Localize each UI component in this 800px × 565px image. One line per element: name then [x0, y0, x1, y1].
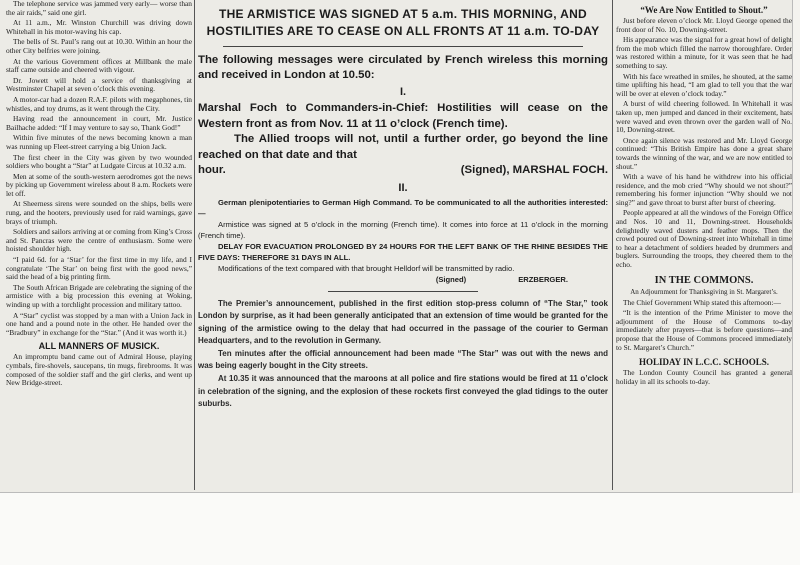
paragraph: At the various Government offices at Millbank the male staff came outside and cheered with vigour. — [6, 56, 192, 75]
paragraph: The South African Brigade are celebrating the signing of the armistice with a big procession this evening at Woking, winding up with a torchlight procession and military tattoo. — [6, 282, 192, 309]
paragraph: “I paid 6d. for a ‘Star’ for the first time in my life, and I congratulate ‘The Star’ on being first with the good news,” said the head of a big printing firm. — [6, 255, 192, 282]
paragraph: A burst of wild cheering followed. In Whitehall it was taken up, men jumped and danced in their excitement, hats were waved and even thrown over the garden wall of No. 10, Downing-street. — [616, 99, 792, 135]
german-intro: German plenipotentiaries to German High Command. To be communicated to all the authorities interested:— — [198, 197, 608, 218]
paragraph: A motor-car had a dozen R.A.F. pilots with megaphones, tin whistles, and toy drums, as it went through the City. — [6, 94, 192, 113]
holiday-paragraphs — [616, 369, 792, 386]
left-subhead: ALL MANNERS OF MUSICK. — [38, 341, 160, 352]
commons-head: IN THE COMMONS. — [654, 274, 754, 286]
paragraph: Soldiers and sailors arriving at or coming from King’s Cross and St. Pancras were the centre of enthusiasm. Some were hoisted shoulder high. — [6, 227, 192, 254]
paragraph: A “Star” cyclist was stopped by a man with a Union Jack in one hand and a pound note in the other. He handed over the “Bradbury” in exchange for the “Star.” (And it was worth it.) — [6, 310, 192, 337]
paragraph: An impromptu band came out of Admiral House, playing cymbals, fire-shovels, saucepans, tin mugs, firebrooms. It was composed of the soldier staff and the girl clerks, and went up New Bridge-street. — [6, 352, 192, 388]
column-rule — [194, 0, 195, 490]
signed-label: (Signed) — [435, 274, 467, 284]
paragraph: The first cheer in the City was given by two wounded soldiers who bought a “Star” at Ludgate Circus at 10.32 a.m. — [6, 152, 192, 171]
headline: THE ARMISTICE WAS SIGNED AT 5 a.m. THIS MORNING, AND HOSTILITIES ARE TO CEASE ON ALL FRONTS AT 11 a.m. TO-DAY — [206, 7, 600, 38]
paragraph: Within five minutes of the news becoming known a man was running up Fleet-street carrying a big Union Jack. — [6, 133, 192, 151]
body-paragraph: Ten minutes after the official announcement had been made “The Star” was out with the news and was being eagerly bought in the City streets. — [198, 348, 608, 371]
center-body — [198, 298, 608, 411]
paragraph: “It is the intention of the Prime Minister to move the adjournment of the House of Commons to-day immediately after prayers—that is before questions—and propose that the House of Commons proceed immediately to St. Margaret’s Church.” — [616, 308, 792, 352]
page-margin — [0, 493, 800, 565]
left-paragraphs-2 — [6, 353, 192, 387]
paragraph: The Chief Government Whip stated this afternoon:— — [623, 297, 781, 307]
paragraph: People appeared at all the windows of the Foreign Office and Nos. 10 and 11, Downing-street. Households delightedly waved dusters and feather mops. Then the crowd poured out of Downing-street into Whitehall in time to hear a detachment of soldiers headed by drummers and buglers. Surrounding the troops, they cheered them to the echo. — [616, 208, 792, 270]
erzberger-name: ERZBERGER. — [518, 274, 568, 284]
paragraph: Having read the announcement in court, Mr. Justice Bailhache added: “If I may venture to say so, Thank God!” — [6, 114, 192, 132]
column-rule — [612, 0, 613, 490]
center-column — [198, 0, 608, 490]
divider — [328, 291, 478, 292]
body-paragraph: The Premier’s announcement, published in the first edition stop-press column of “The Star,” took London by surprise, as it had been generally anticipated that an extension of time would be granted for the signing of the armistice owing to the delay that had occurred in the passage of the courier to German Headquarters, and to the revolution in Germany. — [198, 298, 608, 346]
foch-message: Marshal Foch to Commanders-in-Chief: Hostilities will cease on the Western front as from Nov. 11 at 11 o’clock (French time). — [198, 102, 608, 130]
section-2-numeral: II. — [398, 181, 408, 194]
paragraph: With his face wreathed in smiles, he shouted, at the same time uplifting his head, “I am glad to tell you that the war will be over at eleven o’clock today.” — [616, 71, 792, 98]
paragraph: Dr. Jowett will hold a service of thanksgiving at Westminster Chapel at seven o’clock this evening. — [6, 75, 192, 94]
commons-paragraphs — [616, 299, 792, 353]
section-1-numeral: I. — [399, 86, 407, 98]
divider — [223, 46, 583, 47]
body-paragraph: At 10.35 it was announced that the maroons at all police and fire stations would be fired at 11 o’clock in celebration of the signing, and the explosion of these rockets first conveyed the glad tidings to the outer suburbs. — [198, 374, 608, 409]
paragraph: At Sheerness sirens were sounded on the ships, bells were rung, and the hooters, previously used for raid warnings, gave brays of triumph. — [6, 199, 192, 226]
right-column — [616, 0, 792, 490]
paragraph: His appearance was the signal for a great howl of delight from the mob which filled the narrow thoroughfare. Order was restored within a minute, for it was seen that he had something to say. — [616, 35, 792, 70]
shout-head: “We Are Now Entitled to Shout.” — [640, 5, 768, 15]
paragraph: Just before eleven o’clock Mr. Lloyd George opened the front door of No. 10, Downing-street. — [616, 16, 792, 34]
armistice-signed-text: Armistice was signed at 5 o’clock in the morning (French time). It comes into force at 11 o’clock in the morning (French time). — [198, 219, 608, 240]
commons-subhead: An Adjournment for Thanksgiving in St. Margaret’s. — [630, 287, 778, 296]
paragraph: The telephone service was jammed very early— worse than the air raids,” said one girl. — [6, 0, 192, 17]
left-column — [6, 0, 192, 490]
foch-signature-line — [198, 163, 608, 179]
foch-message-2: The Allied troops will not, until a further order, go beyond the line reached on that date and that — [198, 133, 608, 161]
paragraph: Men at some of the south-western aerodromes got the news by picking up Government wireless about 8 a.m. Rockets were let off. — [6, 171, 192, 198]
left-paragraphs — [6, 0, 192, 337]
foch-last-word: hour. — [198, 164, 226, 176]
foch-signature: (Signed), MARSHAL FOCH. — [460, 164, 608, 176]
paragraph: At 11 a.m., Mr. Winston Churchill was driving down Whitehall in his motor-waving his cap. — [6, 18, 192, 36]
right-paragraphs — [616, 17, 792, 270]
paragraph: With a wave of his hand he withdrew into his official residence, and the mob cried “Why should we not shout?” remembering his former injunction “Why should we not sing?” and gave throat to burst after burst of cheering. — [616, 172, 792, 207]
paragraph: The London County Council has granted a general holiday in all its schools to-day. — [616, 368, 792, 386]
paragraph: Once again silence was restored and Mr. Lloyd George continued: “This British Empire has done a great share towards the winning of the war, and we are now entitled to shout.” — [616, 135, 792, 171]
paragraph: The bells of St. Paul’s rang out at 10.30. Within an hour the other City belfries were joining. — [6, 37, 192, 55]
evacuation-delay: DELAY FOR EVACUATION PROLONGED BY 24 HOURS FOR THE LEFT BANK OF THE RHINE BESIDES THE FIVE DAYS: THEREFORE 31 DAYS IN ALL. — [198, 241, 608, 262]
intro: The following messages were circulated by French wireless this morning and received in London at 10.50: — [198, 54, 608, 81]
holiday-head: HOLIDAY IN L.C.C. SCHOOLS. — [638, 357, 770, 368]
erzberger-signature — [198, 274, 608, 285]
modifications: Modifications of the text compared with that brought Helldorf will be transmitted by radio. — [218, 263, 515, 273]
